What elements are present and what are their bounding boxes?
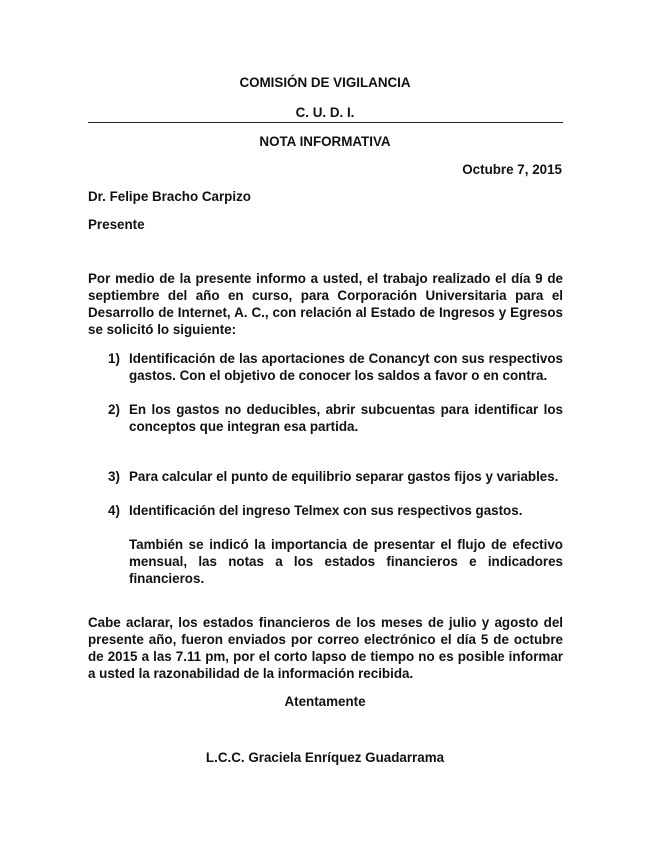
recipient-salutation: Presente [88,217,145,232]
intro-paragraph: Por medio de la presente informo a usted, el trabajo realizado el día 9 de septiembre del año en curso, para Corporación Universitaria para el Desarrollo de Internet, A. C., con relación al Estado de Ingresos y Egresos se solicitó lo siguiente: [88,271,563,337]
org-title: COMISIÓN DE VIGILANCIA [239,75,411,90]
document-date: Octubre 7, 2015 [462,162,562,177]
list-item-text: Identificación del ingreso Telmex con sus respectivos gastos. [129,503,523,518]
closing-farewell: Atentamente [284,694,366,709]
additional-note-paragraph: También se indicó la importancia de presentar el flujo de efectivo mensual, las notas a los estados financieros e indicadores financieros. [129,537,563,586]
list-item-number: 4) [108,503,120,518]
list-item [108,350,563,384]
list-item-text: Para calcular el punto de equilibrio separar gastos fijos y variables. [129,469,559,484]
list-item-number: 2) [108,402,120,417]
list-item [108,401,563,435]
list-item [108,502,563,519]
acronym-title: C. U. D. I. [295,105,355,120]
document-type-title: NOTA INFORMATIVA [259,134,391,149]
list-item [108,468,563,485]
signatory-name: L.C.C. Graciela Enríquez Guadarrama [205,750,445,765]
list-item-number: 1) [108,351,120,366]
header-divider [88,122,563,123]
list-item-text: En los gastos no deducibles, abrir subcuentas para identificar los conceptos que integran esa partida. [129,402,563,434]
list-item-text: Identificación de las aportaciones de Conancyt con sus respectivos gastos. Con el objetivo de conocer los saldos a favor o en contra. [129,351,563,383]
clarification-paragraph: Cabe aclarar, los estados financieros de los meses de julio y agosto del presente año, fueron enviados por correo electrónico el día 5 de octubre de 2015 a las 7.11 pm, por el corto lapso de tiempo no es posible informar a usted la razonabilidad de la información recibida. [88,615,563,681]
list-item-number: 3) [108,469,120,484]
recipient-name: Dr. Felipe Bracho Carpizo [88,189,251,204]
